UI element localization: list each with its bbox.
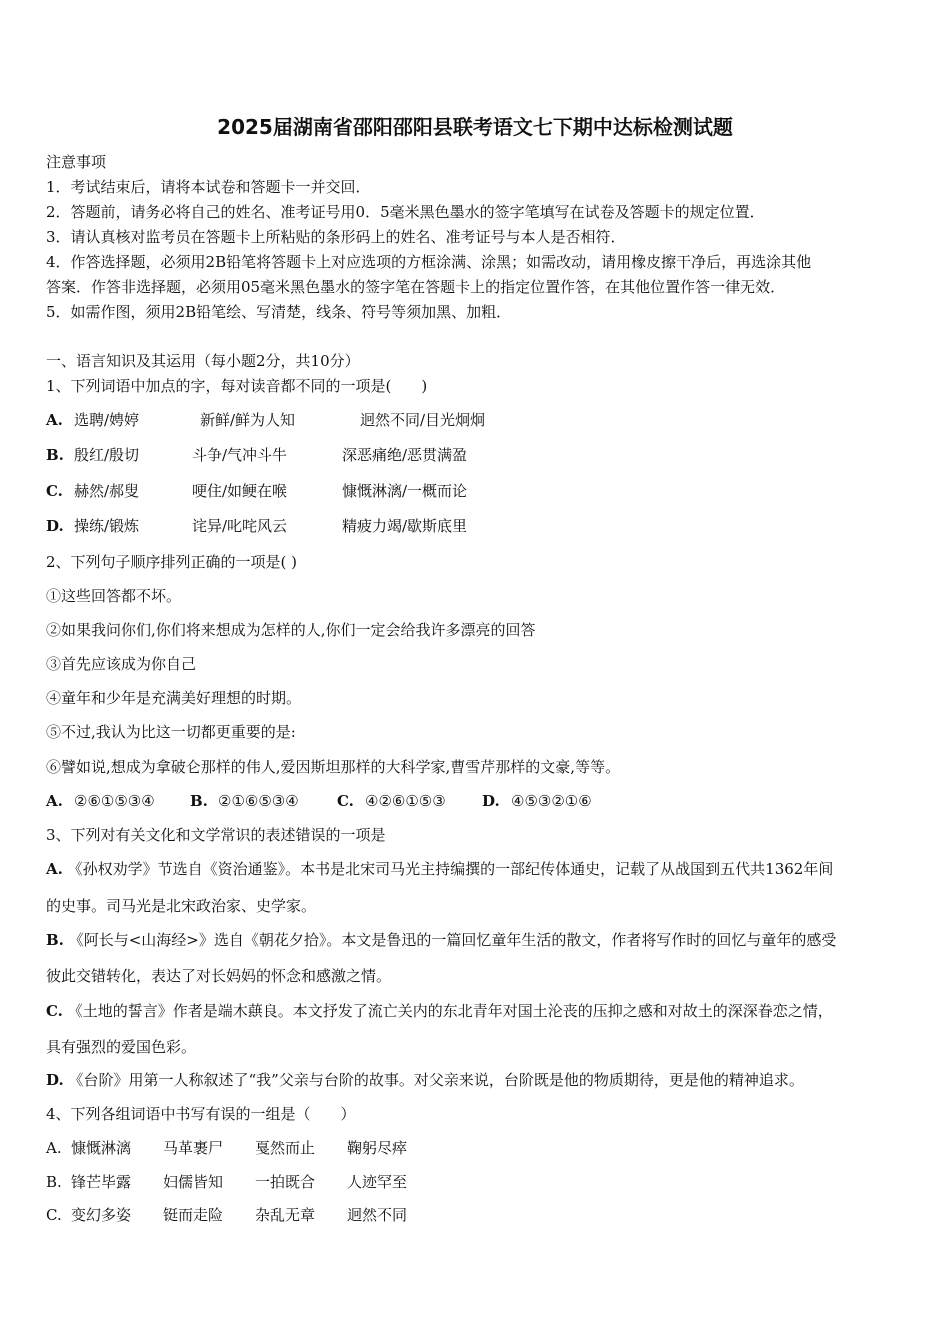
notice-item: 5．如需作图，须用2B铅笔绘、写清楚，线条、符号等须加黑、加粗．	[46, 303, 512, 321]
notice-item: 1．考试结束后，请将本试卷和答题卡一并交回．	[46, 178, 371, 196]
question-3-option-a-cont: 的史事。司马光是北宋政治家、史学家。	[46, 897, 317, 915]
question-3-option-c	[46, 1001, 912, 1021]
option-label: D.	[46, 1071, 64, 1089]
option-word: 慷慨淋漓	[71, 1139, 132, 1157]
sentence-item: ①这些回答都不坏。	[46, 587, 182, 605]
option-text: ④②⑥①⑤③	[365, 792, 446, 810]
option-text: 《土地的誓言》作者是端木蕻良。本文抒发了流亡关内的东北青年对国土沦丧的压抑之感和对故土的深深眷恋之情，	[67, 1002, 833, 1020]
option-word: 锋芒毕露	[71, 1173, 132, 1191]
question-4-stem: 4、下列各组词语中书写有误的一组是（ ）	[46, 1105, 356, 1123]
option-word: 人迹罕至	[347, 1173, 408, 1191]
option-label: A.	[46, 792, 63, 810]
option-text: ④⑤③②①⑥	[511, 792, 592, 810]
option-word: 一拍既合	[255, 1173, 316, 1191]
option-text: 《台阶》用第一人称叙述了“我”父亲与台阶的故事。对父亲来说，台阶既是他的物质期待，更是他的精神追求。	[68, 1071, 804, 1089]
option-word: 变幻多姿	[71, 1206, 132, 1224]
option-word: 选聘/娉婷	[74, 411, 140, 429]
option-word: 操练/锻炼	[74, 517, 140, 535]
sentence-item: ④童年和少年是充满美好理想的时期。	[46, 689, 302, 707]
sentence-item: ③首先应该成为你自己	[46, 655, 197, 673]
notice-heading: 注意事项	[46, 153, 107, 171]
page-title: 2025届湖南省邵阳邵阳县联考语文七下期中达标检测试题	[217, 115, 733, 139]
question-3-option-c-cont: 具有强烈的爱国色彩。	[46, 1038, 197, 1056]
option-word: 戛然而止	[255, 1139, 316, 1157]
option-text: ②①⑥⑤③④	[218, 792, 299, 810]
option-word: 新鲜/鲜为人知	[200, 411, 296, 429]
option-text: 《孙权劝学》节选自《资治通鉴》。本书是北宋司马光主持编撰的一部纪传体通史，记载了从战国到五代共1362年间	[67, 860, 834, 878]
notice-item: 3．请认真核对监考员在答题卡上所粘贴的条形码上的姓名、准考证号与本人是否相符．	[46, 228, 626, 246]
option-label: D.	[46, 517, 64, 535]
option-label: B.	[46, 931, 64, 949]
question-3-option-b	[46, 930, 912, 950]
option-word: 迥然不同	[347, 1206, 408, 1224]
option-word: 迥然不同/目光炯炯	[360, 411, 486, 429]
question-3-option-b-cont: 彼此交错转化，表达了对长妈妈的怀念和感激之情。	[46, 967, 392, 985]
option-word: 铤而走险	[163, 1206, 224, 1224]
question-2-stem: 2、下列句子顺序排列正确的一项是( )	[46, 553, 298, 571]
notice-item: 2．答题前，请务必将自己的姓名、准考证号用0．5毫米黑色墨水的签字笔填写在试卷及答题卡的规定位置．	[46, 203, 765, 221]
option-label: C.	[46, 1206, 62, 1224]
section-heading: 一、语言知识及其运用（每小题2分，共10分）	[46, 352, 360, 370]
option-word: 精疲力竭/歇斯底里	[342, 517, 468, 535]
question-3-option-d	[46, 1070, 912, 1090]
option-label: C.	[46, 1002, 63, 1020]
option-label: B.	[46, 446, 64, 464]
option-word: 杂乱无章	[255, 1206, 316, 1224]
sentence-item: ②如果我问你们,你们将来想成为怎样的人,你们一定会给我许多漂亮的回答	[46, 621, 536, 639]
option-word: 殷红/殷切	[74, 446, 140, 464]
option-word: 慷慨淋漓/一概而论	[342, 482, 468, 500]
option-word: 斗争/气冲斗牛	[192, 446, 288, 464]
option-word: 赫然/郝叟	[74, 482, 140, 500]
question-1-stem: 1、下列词语中加点的字，每对读音都不同的一项是( )	[46, 377, 428, 395]
notice-item: 4．作答选择题，必须用2B铅笔将答题卡上对应选项的方框涂满、涂黑；如需改动，请用橡皮擦干净后，再选涂其他	[46, 253, 812, 271]
sentence-item: ⑤不过,我认为比这一切都更重要的是:	[46, 723, 296, 741]
option-label: B.	[46, 1173, 62, 1191]
option-text: ②⑥①⑤③④	[74, 792, 155, 810]
option-label: B.	[190, 792, 208, 810]
notice-item: 答案．作答非选择题，必须用05毫米黑色墨水的签字笔在答题卡上的指定位置作答，在其他位置作答一律无效．	[46, 278, 786, 296]
sentence-item: ⑥譬如说,想成为拿破仑那样的伟人,爱因斯坦那样的大科学家,曹雪芹那样的文豪,等等。	[46, 758, 621, 776]
question-3-stem: 3、下列对有关文化和文学常识的表述错误的一项是	[46, 826, 386, 844]
option-word: 马革裹尸	[163, 1139, 224, 1157]
option-label: A.	[46, 860, 63, 878]
option-label: C.	[337, 792, 354, 810]
option-word: 深恶痛绝/恶贯满盈	[342, 446, 468, 464]
option-label: A.	[46, 1139, 62, 1157]
option-word: 妇儒皆知	[163, 1173, 224, 1191]
option-text: 《阿长与<山海经>》选自《朝花夕拾》。本文是鲁迅的一篇回忆童年生活的散文，作者将写作时的回忆与童年的感受	[68, 931, 837, 949]
question-3-option-a	[46, 859, 912, 879]
option-label: C.	[46, 482, 63, 500]
option-label: A.	[46, 411, 63, 429]
option-word: 诧异/叱咤风云	[192, 517, 288, 535]
option-word: 哽住/如鲠在喉	[192, 482, 288, 500]
option-word: 鞠躬尽瘁	[347, 1139, 408, 1157]
option-label: D.	[482, 792, 500, 810]
